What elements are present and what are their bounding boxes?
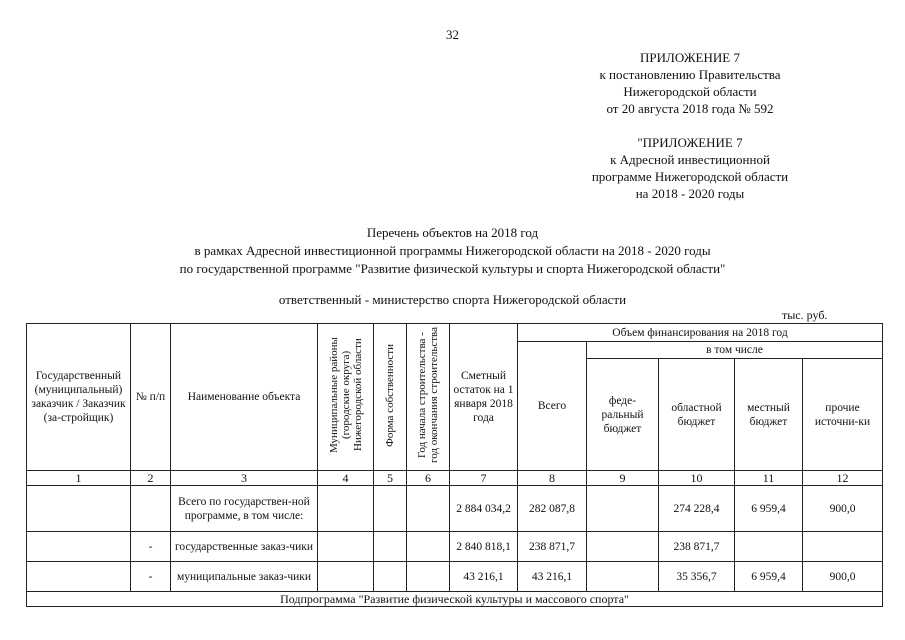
- header-districts: [318, 324, 374, 471]
- cell-number: -: [131, 532, 171, 562]
- appendix-main-line4: от 20 августа 2018 года № 592: [606, 101, 774, 116]
- column-number: 8: [518, 471, 587, 486]
- header-local: местный бюджет: [735, 359, 803, 471]
- header-object-name: Наименование объекта: [171, 324, 318, 471]
- cell-districts: [318, 562, 374, 592]
- header-customer: Государственный (муниципальный) заказчик / Заказчик (за-стройщик): [27, 324, 131, 471]
- title-line1: Перечень объектов на 2018 год: [366, 225, 539, 240]
- cell-estimate: 2 884 034,2: [450, 486, 518, 532]
- cell-local: 6 959,4: [735, 486, 803, 532]
- cell-ownership: [374, 562, 407, 592]
- header-regional: областной бюджет: [659, 359, 735, 471]
- cell-federal: [587, 532, 659, 562]
- cell-object-name: государственные заказ-чики: [171, 532, 318, 562]
- cell-object-name: Всего по государствен-ной программе, в том числе:: [171, 486, 318, 532]
- cell-other: [803, 532, 883, 562]
- cell-regional: 274 228,4: [659, 486, 735, 532]
- cell-local: [735, 532, 803, 562]
- header-including: в том числе: [587, 342, 883, 359]
- column-number: 9: [587, 471, 659, 486]
- header-other: прочие источни-ки: [803, 359, 883, 471]
- subprogram-row: [27, 592, 883, 607]
- header-ownership-text: Форма собственности: [384, 343, 396, 447]
- column-number: 10: [659, 471, 735, 486]
- cell-ownership: [374, 532, 407, 562]
- column-number: 5: [374, 471, 407, 486]
- cell-federal: [587, 562, 659, 592]
- table-row: [27, 532, 883, 562]
- cell-regional: 238 871,7: [659, 532, 735, 562]
- cell-years: [407, 532, 450, 562]
- appendix-main-line1: ПРИЛОЖЕНИЕ 7: [640, 50, 740, 65]
- cell-customer: [27, 562, 131, 592]
- cell-customer: [27, 532, 131, 562]
- appendix-quoted-line2: к Адресной инвестиционной: [610, 152, 770, 167]
- subprogram-title: Подпрограмма "Развитие физической культуры и массового спорта": [27, 592, 883, 607]
- appendix-quoted: [560, 134, 820, 202]
- cell-local: 6 959,4: [735, 562, 803, 592]
- header-federal: феде-ральный бюджет: [587, 359, 659, 471]
- appendix-quoted-line1: "ПРИЛОЖЕНИЕ 7: [637, 135, 743, 150]
- objects-table: [26, 323, 883, 607]
- appendix-main: [560, 49, 820, 117]
- cell-regional: 35 356,7: [659, 562, 735, 592]
- appendix-main-line3: Нижегородской области: [623, 84, 757, 99]
- header-years: [407, 324, 450, 471]
- header-districts-text: Муниципальные районы (городские округа) Нижегородской области: [327, 337, 364, 453]
- column-number: 12: [803, 471, 883, 486]
- cell-ownership: [374, 486, 407, 532]
- appendix-quoted-line3: программе Нижегородской области: [591, 169, 789, 184]
- header-ownership: [374, 324, 407, 471]
- cell-estimate: 2 840 818,1: [450, 532, 518, 562]
- column-number: 2: [131, 471, 171, 486]
- cell-federal: [587, 486, 659, 532]
- cell-customer: [27, 486, 131, 532]
- cell-total: 43 216,1: [518, 562, 587, 592]
- cell-total: 282 087,8: [518, 486, 587, 532]
- column-number: 3: [171, 471, 318, 486]
- column-number: 1: [27, 471, 131, 486]
- cell-other: 900,0: [803, 562, 883, 592]
- cell-estimate: 43 216,1: [450, 562, 518, 592]
- header-number: № п/п: [131, 324, 171, 471]
- column-number: 11: [735, 471, 803, 486]
- header-years-text: Год начала строительства - год окончания строительства: [416, 327, 440, 463]
- header-estimate: Сметный остаток на 1 января 2018 года: [450, 324, 518, 471]
- cell-number: -: [131, 562, 171, 592]
- cell-years: [407, 486, 450, 532]
- currency-unit: тыс. руб.: [782, 308, 828, 322]
- column-number: 7: [450, 471, 518, 486]
- table-row: [27, 562, 883, 592]
- appendix-main-line2: к постановлению Правительства: [599, 67, 781, 82]
- cell-districts: [318, 486, 374, 532]
- appendix-quoted-line4: на 2018 - 2020 годы: [635, 186, 745, 201]
- responsible-ministry: ответственный - министерство спорта Нижегородской области: [278, 292, 627, 307]
- table-row: [27, 486, 883, 532]
- cell-number: [131, 486, 171, 532]
- page-number: 32: [446, 27, 459, 42]
- column-number: 4: [318, 471, 374, 486]
- column-number: 6: [407, 471, 450, 486]
- cell-years: [407, 562, 450, 592]
- title-line2: в рамках Адресной инвестиционной программы Нижегородской области на 2018 - 2020 годы: [194, 243, 711, 258]
- column-number-row: [27, 471, 883, 486]
- title-line3: по государственной программе "Развитие физической культуры и спорта Нижегородской области": [179, 261, 726, 276]
- cell-districts: [318, 532, 374, 562]
- document-title: [0, 224, 905, 278]
- cell-object-name: муниципальные заказ-чики: [171, 562, 318, 592]
- cell-other: 900,0: [803, 486, 883, 532]
- cell-total: 238 871,7: [518, 532, 587, 562]
- header-total: Всего: [518, 342, 587, 471]
- header-financing: Объем финансирования на 2018 год: [518, 324, 883, 342]
